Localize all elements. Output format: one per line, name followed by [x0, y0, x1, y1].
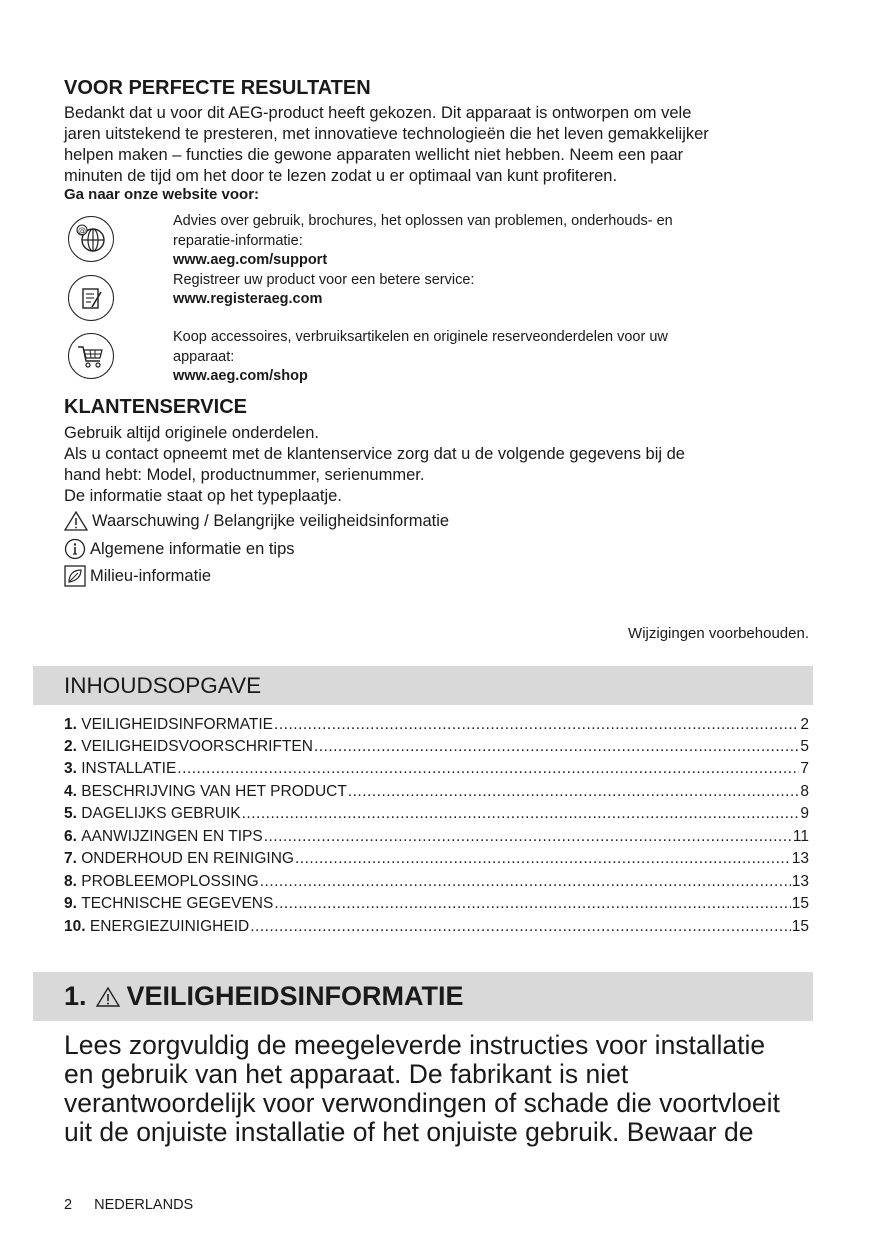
info-icon — [64, 538, 86, 560]
legend-text: Milieu-informatie — [90, 566, 212, 585]
toc-page: 13 — [791, 873, 809, 890]
page-footer — [64, 1197, 193, 1213]
toc-item[interactable] — [64, 895, 809, 913]
legend-warning — [64, 511, 449, 531]
toc-title: BESCHRIJVING VAN HET PRODUCT — [81, 783, 347, 800]
intro-line: helpen maken – functies die gewone apparaten wellicht niet hebben. Neem een paar — [64, 146, 684, 164]
toc-title: VEILIGHEIDSVOORSCHRIFTEN — [81, 738, 313, 755]
service-line: hand hebt: Model, productnummer, serienummer. — [64, 466, 425, 484]
legend-environment — [64, 565, 211, 587]
toc-item[interactable] — [64, 716, 809, 734]
toc-item[interactable] — [64, 738, 809, 756]
service-line: Als u contact opneemt met de klantenservice zorg dat u de volgende gegevens bij de — [64, 445, 685, 463]
legend-text: Waarschuwing / Belangrijke veiligheidsinformatie — [92, 511, 450, 530]
toc-title: VEILIGHEIDSINFORMATIE — [81, 716, 274, 733]
link-support — [173, 212, 673, 310]
toc-num: 6. — [64, 828, 77, 845]
toc-num: 10. — [64, 918, 86, 935]
section1-paragraph — [64, 1031, 780, 1147]
toc-title: DAGELIJKS GEBRUIK — [81, 805, 241, 822]
link-text: Advies over gebruik, brochures, het oplossen van problemen, onderhouds- en — [173, 213, 673, 229]
toc-num: 7. — [64, 850, 77, 867]
toc-title: ONDERHOUD EN REINIGING — [81, 850, 294, 867]
section1-line: Lees zorgvuldig de meegeleverde instructies voor installatie — [64, 1030, 766, 1060]
toc-page: 5 — [800, 738, 809, 755]
toc-page: 15 — [791, 918, 809, 935]
section1-line: en gebruik van het apparaat. De fabrikant is niet — [64, 1059, 629, 1089]
toc-title: ENERGIEZUINIGHEID — [89, 918, 250, 935]
section1-line: verantwoordelijk voor verwondingen of schade die voortvloeit — [64, 1088, 780, 1118]
toc-item[interactable] — [64, 873, 809, 891]
toc-title: AANWIJZINGEN EN TIPS — [81, 828, 263, 845]
shop-link[interactable]: www.aeg.com/shop — [173, 368, 308, 384]
toc-num: 3. — [64, 760, 77, 777]
toc-page: 7 — [800, 760, 809, 777]
toc-item[interactable] — [64, 783, 809, 801]
intro-heading: VOOR PERFECTE RESULTATEN — [64, 77, 371, 99]
toc-page: 11 — [792, 828, 809, 845]
support-link[interactable]: www.aeg.com/support — [173, 252, 328, 268]
toc-num: 9. — [64, 895, 77, 912]
toc-num: 2. — [64, 738, 77, 755]
link-text: Registreer uw product voor een betere service: — [173, 271, 475, 288]
service-line: Gebruik altijd originele onderdelen. — [64, 424, 319, 442]
toc-num: 4. — [64, 783, 77, 800]
intro-line: Bedankt dat u voor dit AEG-product heeft gekozen. Dit apparaat is ontworpen om vele — [64, 104, 692, 122]
service-paragraph — [64, 423, 685, 507]
toc-num: 8. — [64, 873, 77, 890]
cart-icon — [68, 333, 114, 379]
section1-title: VEILIGHEIDSINFORMATIE — [126, 981, 464, 1011]
warning-icon — [64, 511, 88, 531]
leaf-icon — [64, 565, 86, 587]
section1-heading-band — [33, 972, 813, 1021]
warning-icon — [95, 986, 121, 1008]
link-text: apparaat: — [173, 348, 235, 365]
toc-page: 9 — [800, 805, 809, 822]
toc-item[interactable] — [64, 850, 809, 868]
toc-page: 8 — [800, 783, 809, 800]
toc-title: TECHNISCHE GEGEVENS — [81, 895, 274, 912]
toc-page: 2 — [800, 716, 809, 733]
website-label: Ga naar onze website voor: — [64, 186, 260, 203]
intro-line: minuten de tijd om het door te lezen zodat u er optimaal van kunt profiteren. — [64, 167, 618, 185]
link-shop — [173, 328, 668, 387]
toc-num: 1. — [64, 716, 77, 733]
toc-num: 5. — [64, 805, 77, 822]
legend-info — [64, 538, 295, 560]
section1-num: 1. — [64, 981, 87, 1011]
link-text: Koop accessoires, verbruiksartikelen en originele reserveonderdelen voor uw — [173, 329, 668, 345]
toc-heading: INHOUDSOPGAVE — [64, 673, 262, 698]
page-number: 2 — [64, 1197, 73, 1213]
footer-language: NEDERLANDS — [94, 1197, 194, 1213]
toc-page: 15 — [791, 895, 809, 912]
toc-title: INSTALLATIE — [81, 760, 177, 777]
svg-text:@: @ — [78, 226, 86, 235]
changes-note: Wijzigingen voorbehouden. — [628, 625, 809, 642]
intro-paragraph — [64, 103, 709, 187]
section1-line: uit de onjuiste installatie of het onjuiste gebruik. Bewaar de — [64, 1117, 754, 1147]
register-link[interactable]: www.registeraeg.com — [173, 291, 323, 307]
toc-page: 13 — [791, 850, 809, 867]
toc-item[interactable] — [64, 918, 809, 936]
legend-text: Algemene informatie en tips — [90, 539, 295, 558]
toc-item[interactable] — [64, 805, 809, 823]
link-text: reparatie-informatie: — [173, 232, 303, 249]
toc-item[interactable] — [64, 760, 809, 778]
intro-line: jaren uitstekend te presteren, met innovatieve technologieën die het leven gemakkelijker — [64, 125, 709, 143]
service-heading: KLANTENSERVICE — [64, 396, 247, 418]
toc-title: PROBLEEMOPLOSSING — [81, 873, 259, 890]
section1-heading — [64, 981, 464, 1012]
toc-heading-band — [33, 666, 813, 705]
service-line: De informatie staat op het typeplaatje. — [64, 487, 342, 505]
toc-item[interactable] — [64, 828, 809, 846]
globe-icon — [68, 216, 114, 262]
register-icon — [68, 275, 114, 321]
